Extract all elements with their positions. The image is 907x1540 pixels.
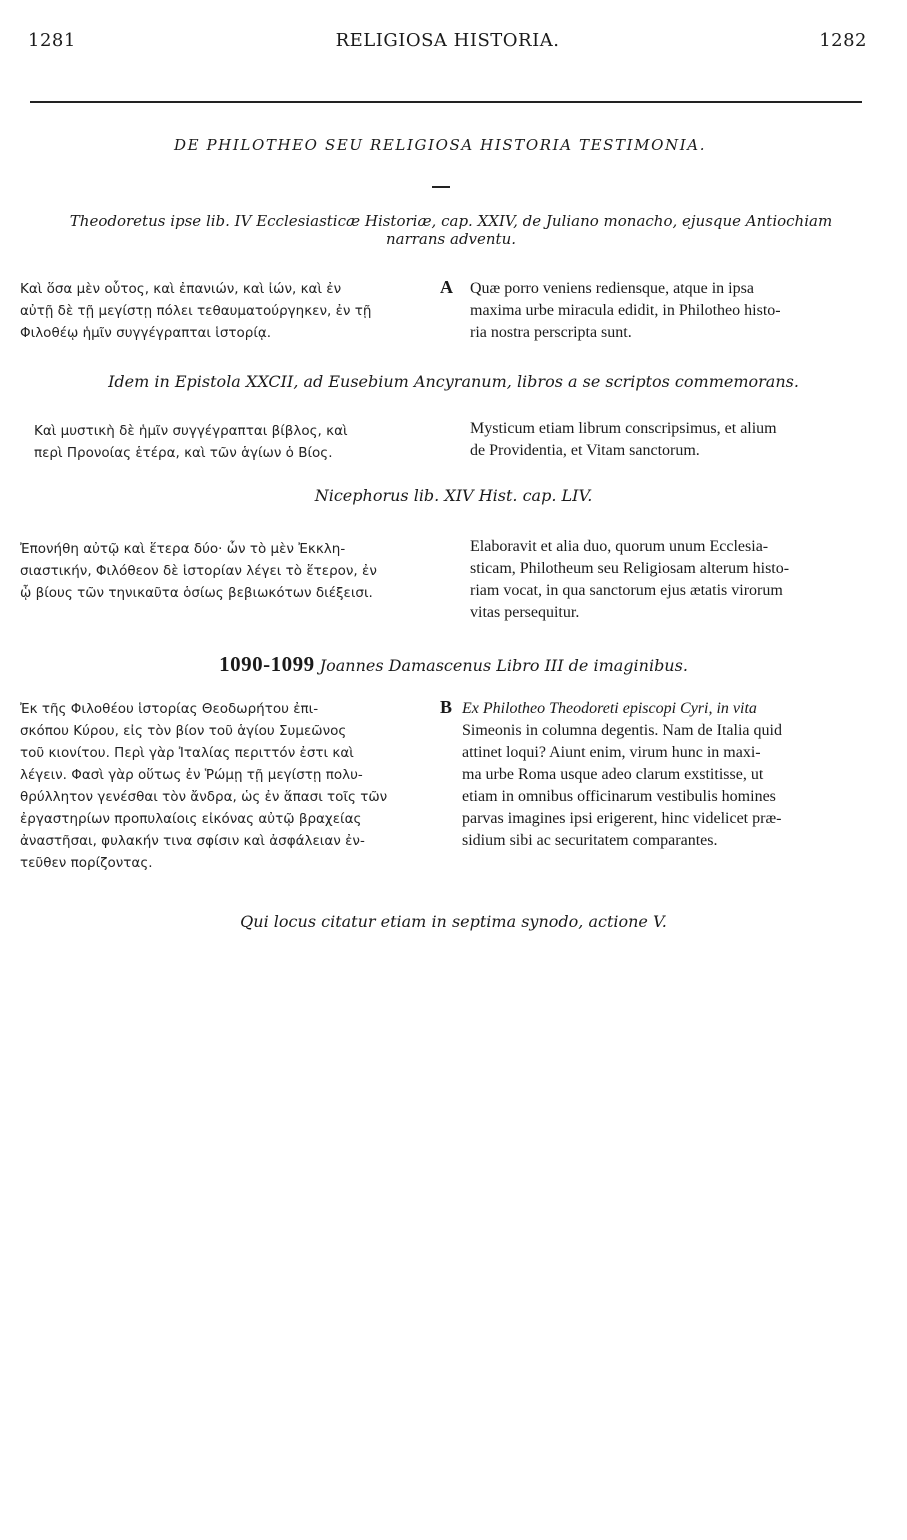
latin-text xyxy=(462,698,870,852)
text-line: de Providentia, et Vitam sanctorum. xyxy=(470,442,700,459)
greek-text xyxy=(34,420,444,464)
text-line: θρύλλητον γενέσθαι τὸν ἄνδρα, ὡς ἐν ἅπασι τοῖς τῶν xyxy=(20,789,388,805)
text-line: Mysticum etiam librum conscripsimus, et alium xyxy=(470,420,777,437)
text-line: περὶ Προνοίας ἑτέρα, καὶ τῶν ἁγίων ὁ Βίος. xyxy=(34,445,333,461)
text-line: parvas imagines ipsi erigerent, hinc videlicet præ- xyxy=(462,810,782,827)
citation-intro: Nicephorus lib. XIV Hist. cap. LIV. xyxy=(314,486,593,505)
text-line: Καὶ μυστικὴ δὲ ἡμῖν συγγέγραπται βίβλος, καὶ xyxy=(34,423,348,439)
section-title: DE PHILOTHEO SEU RELIGIOSA HISTORIA TESTIMONIA. xyxy=(173,136,707,154)
margin-marker: A xyxy=(440,277,453,297)
text-line: ma urbe Roma usque adeo clarum exstitisse, ut xyxy=(462,766,764,783)
text-line: Φιλοθέῳ ἡμῖν συγγέγραπται ἱστορίᾳ. xyxy=(20,325,272,341)
text-line: σιαστικήν, Φιλόθεον δὲ ἱστορίαν λέγει τὸ ἕτερον, ἐν xyxy=(20,563,377,579)
column-number-right: 1282 xyxy=(819,30,867,51)
text-line: etiam in omnibus officinarum vestibulis homines xyxy=(462,788,776,805)
text-line: λέγειν. Φασὶ γὰρ οὕτως ἐν Ῥώμῃ τῇ μεγίστῃ πολυ- xyxy=(20,767,363,783)
text-line: vitas persequitur. xyxy=(470,604,580,621)
text-line: τοῦ κιονίτου. Περὶ γὰρ Ἰταλίας περιττόν ἐστι καὶ xyxy=(20,745,354,761)
citation-heading xyxy=(0,652,907,677)
column-number-left: 1281 xyxy=(28,30,76,51)
text-line: riam vocat, in qua sanctorum ejus ætatis virorum xyxy=(470,582,783,599)
text-line: Καὶ ὅσα μὲν οὗτος, καὶ ἐπανιών, καὶ ἰών, καὶ ἐν xyxy=(20,281,342,297)
text-line: αὐτῇ δὲ τῇ μεγίστῃ πόλει τεθαυματούργηκεν, ἐν τῇ xyxy=(20,303,372,319)
text-line: Quæ porro veniens rediensque, atque in ipsa xyxy=(470,280,754,297)
text-line: ria nostra perscripta sunt. xyxy=(470,324,632,341)
text-line: Ex Philotheo Theodoreti episcopi Cyri, in vita xyxy=(462,700,757,717)
citation-intro: Joannes Damascenus Libro III de imaginibus. xyxy=(319,656,688,675)
text-line: ἐργαστηρίων προπυλαίοις εἰκόνας αὐτῷ βραχείας xyxy=(20,811,362,827)
title-dash xyxy=(432,186,450,188)
citation-intro: Idem in Epistola XXCII, ad Eusebium Ancyranum, libros a se scriptos commemorans. xyxy=(108,372,799,391)
margin-marker: B xyxy=(440,697,453,717)
greek-text xyxy=(20,698,440,874)
footer-note: Qui locus citatur etiam in septima synodo, actione V. xyxy=(240,912,667,931)
page-header xyxy=(28,30,867,60)
text-line: sticam, Philotheum seu Religiosam alterum histo- xyxy=(470,560,790,577)
text-line: sidium sibi ac securitatem comparantes. xyxy=(462,832,718,849)
text-line: ᾧ βίους τῶν τηνικαῦτα ὁσίως βεβιωκότων διέξεισι. xyxy=(20,585,373,601)
text-line: ἀναστῆσαι, φυλακήν τινα σφίσιν καὶ ἀσφάλειαν ἐν- xyxy=(20,833,365,849)
latin-text xyxy=(470,418,870,462)
header-rule xyxy=(30,101,862,103)
greek-text xyxy=(20,278,440,344)
text-line: σκόπου Κύρου, εἰς τὸν βίον τοῦ ἁγίου Συμεῶνος xyxy=(20,723,347,739)
text-line: Simeonis in columna degentis. Nam de Italia quid xyxy=(462,722,782,739)
text-line: Elaboravit et alia duo, quorum unum Ecclesia- xyxy=(470,538,769,555)
latin-text xyxy=(470,536,870,624)
text-line: Ἐπονήθη αὐτῷ καὶ ἕτερα δύο· ὧν τὸ μὲν Ἐκκλη- xyxy=(20,541,346,557)
latin-text xyxy=(470,278,870,344)
text-line: Ἐκ τῆς Φιλοθέου ἱστορίας Θεοδωρήτου ἐπι- xyxy=(20,701,319,717)
text-line: τεῦθεν πορίζοντας. xyxy=(20,855,153,871)
text-line: attinet loqui? Aiunt enim, virum hunc in maxi- xyxy=(462,744,761,761)
text-line: maxima urbe miracula edidit, in Philotheo histo- xyxy=(470,302,781,319)
column-range-number: 1090-1099 xyxy=(219,652,315,676)
running-title: RELIGIOSA HISTORIA. xyxy=(335,30,560,51)
greek-text xyxy=(20,538,440,604)
citation-intro: Theodoretus ipse lib. IV Ecclesiasticæ Historiæ, cap. XXIV, de Juliano monacho, ejusque Antiochiam narrans adventu. xyxy=(69,212,833,248)
